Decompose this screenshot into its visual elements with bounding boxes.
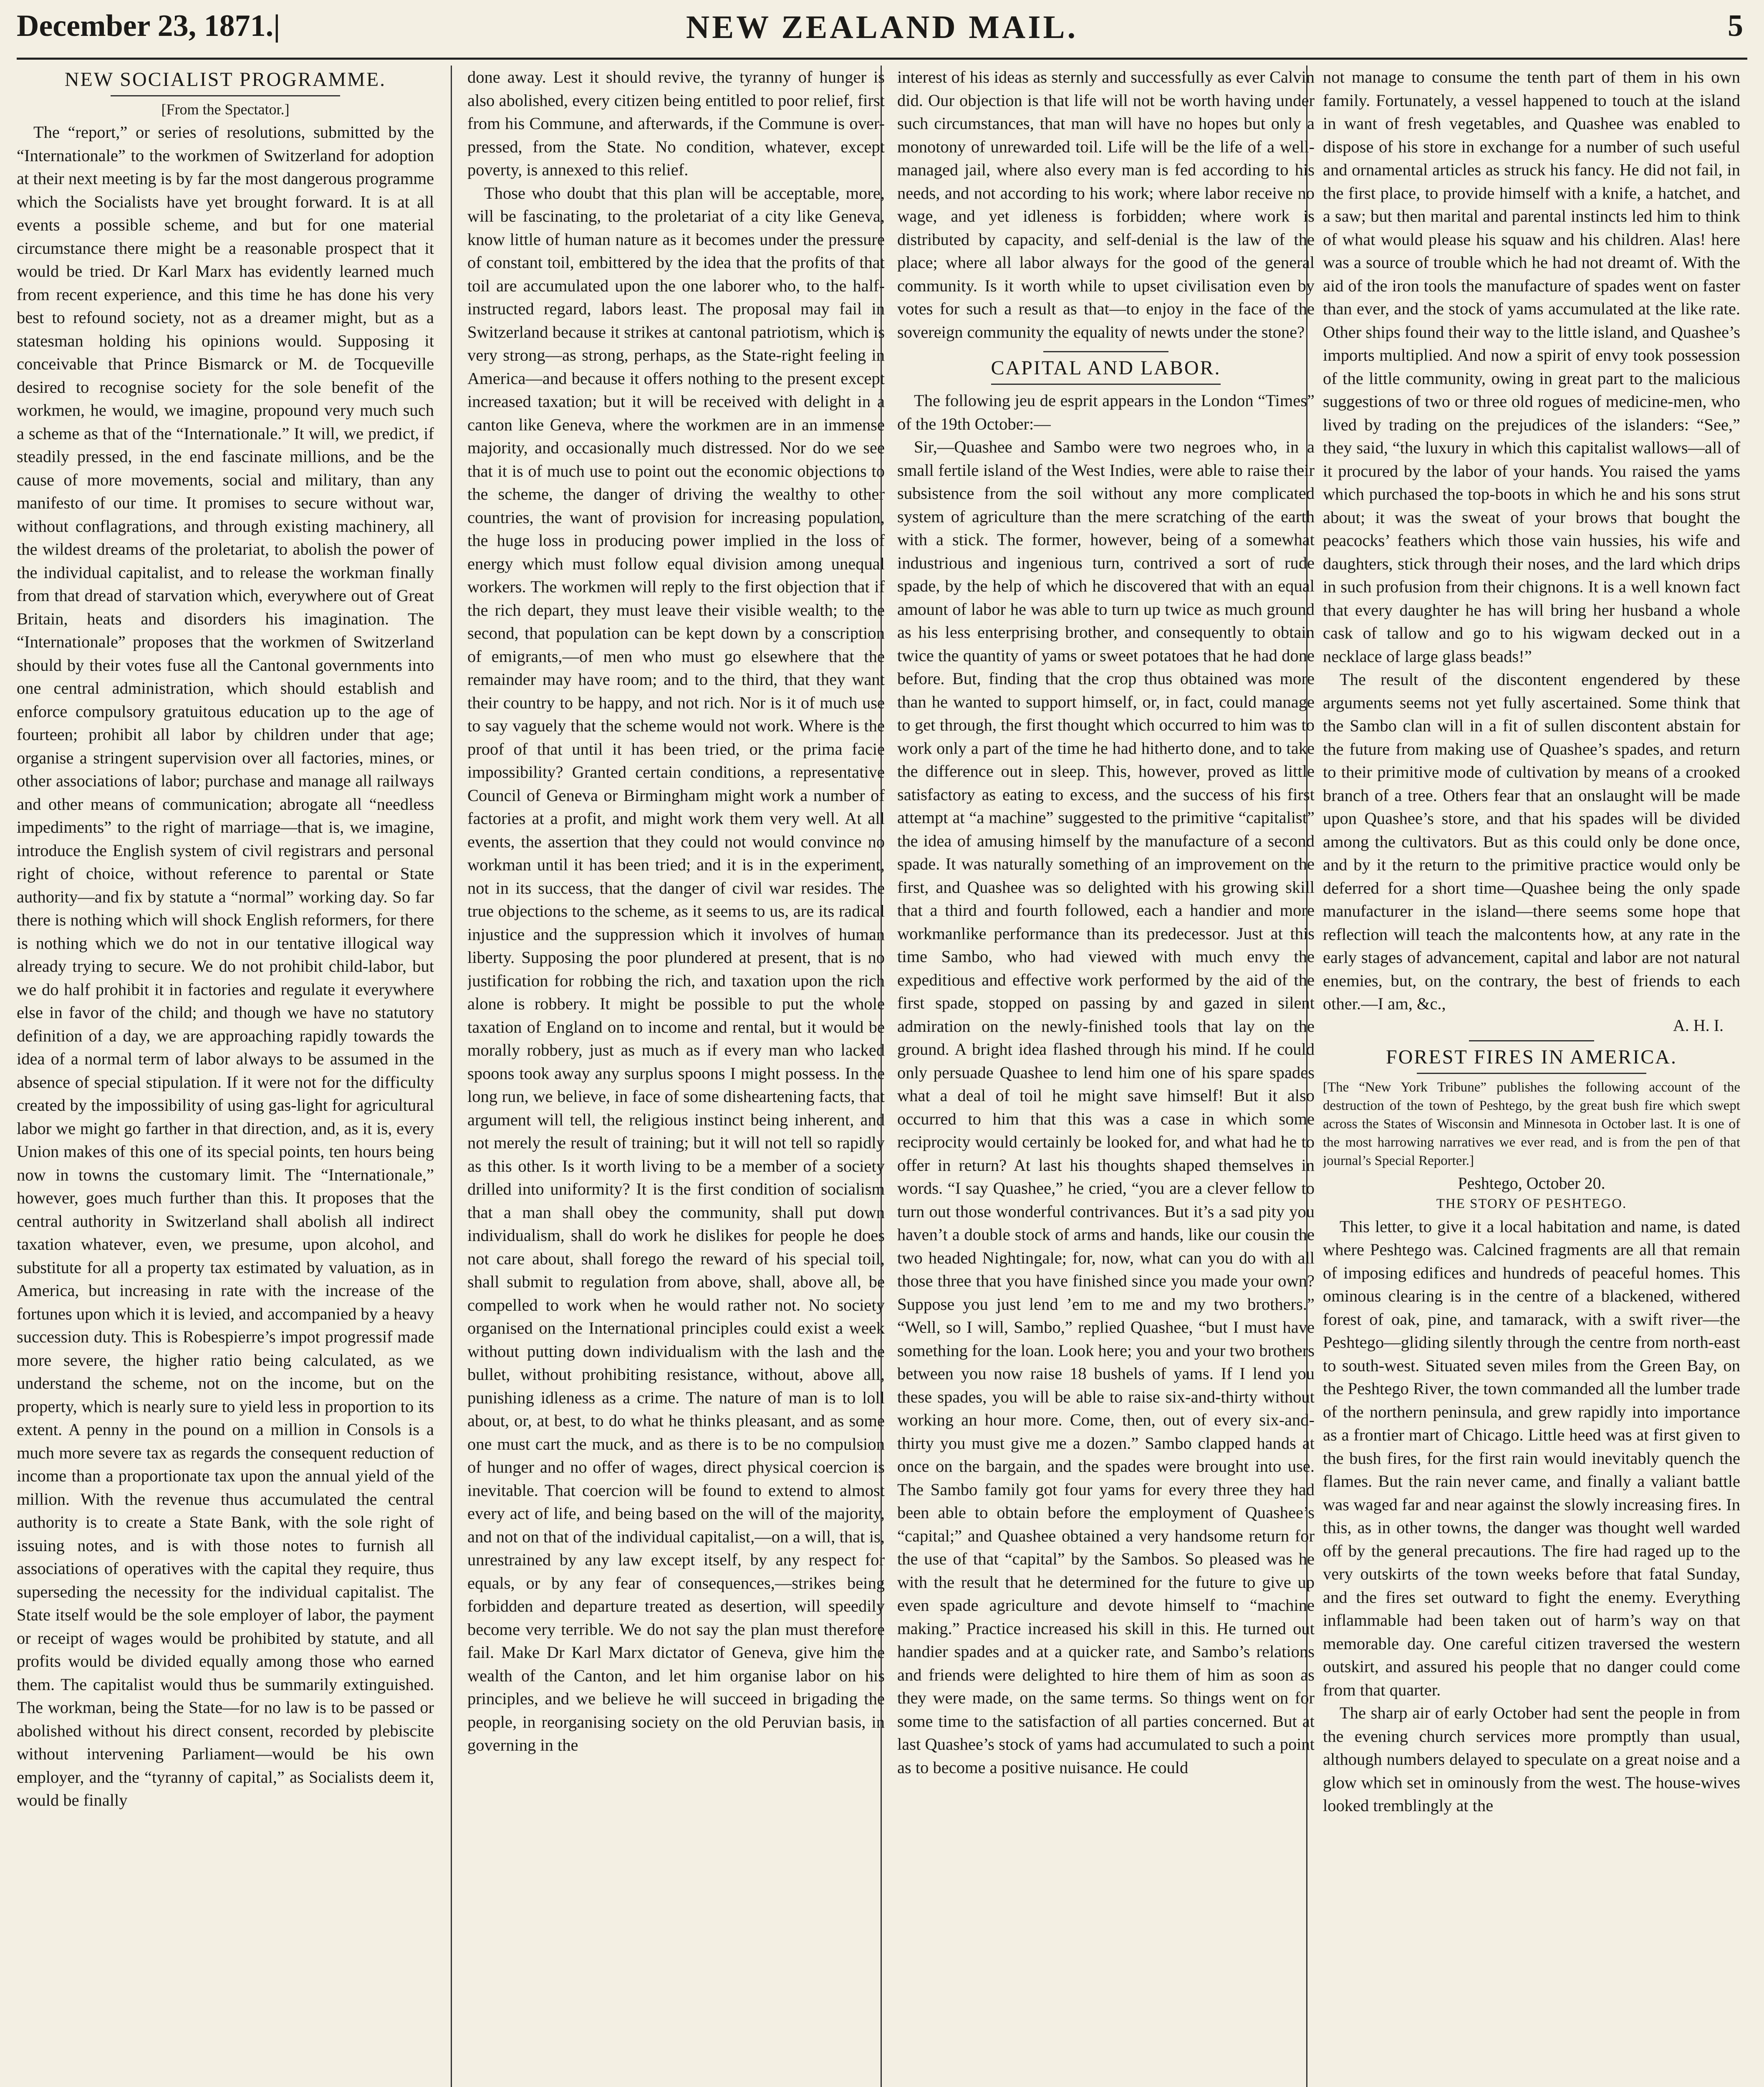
- column-1: [17, 66, 434, 2087]
- masthead: [17, 8, 1747, 60]
- headline-forest-fires: FOREST FIRES IN AMERICA.: [1386, 1046, 1677, 1068]
- article-intro: The following jeu de esprit appears in the London “Times” of the 19th October:—: [897, 391, 1315, 433]
- headline-rule: [991, 384, 1221, 385]
- headline-capital-and-labor: CAPITAL AND LABOR.: [991, 357, 1221, 379]
- article-separator: [1043, 351, 1168, 352]
- article-body-paragraph: Those who doubt that this plan will be acceptable, more, will be fascinating, to the proletariat of a city like Geneva, know little of human nature as it becomes under the pressure of constant toil, embittered by the idea that the profits of that toil are accumulated upon the one laborer who, to the half-instructed regard, labors least. The proposal may fail in Switzerland because it strikes at cantonal patriotism, which is very strong—as strong, perhaps, as the State-right feeling in America—and because it offers nothing to the present except increased taxation; but it will be received with delight in a canton like Geneva, where the workmen are in an immense majority, and occasionally much distressed. Nor do we see that it is of much use to point out the economic objections to the scheme, the danger of driving the wealthy to other countries, the want of provision for increasing population, the huge loss in producing power implied in the loss of energy which must follow equal division among unequal workers. The workmen will reply to the first objection that if the rich depart, they must leave their visible wealth; to the second, that population can be kept down by a conscription of emigrants,—of men who must go elsewhere that the remainder may have room; and to the third, that they want their country to be happy, and not rich. Nor is it of much use to say vaguely that the scheme would not work. Where is the proof of that until it has been tried, or the prima facie impossibility? Granted certain conditions, a representative Council of Geneva or Birmingham might work a number of factories at a profit, and might work them very well. At all events, the assertion that they could not would convince no workman until it has been tried; and it is in the experiment, not in its success, that the danger of civil war resides. The true objections to the scheme, as it seems to us, are its radical injustice and the suppression which it involves of human liberty. Supposing the poor plundered at present, that is no justification for robbing the rich, and taxation upon the rich alone is robbery. It might be possible to put the whole taxation of England on to income and rental, but it would be morally robbery, just as much as if every man who lacked spoons took away any surplus spoons I might possess. In the long run, we believe, in face of some disheartening facts, that argument will tell, the religious instinct being inherent, and not merely the result of training; but it will not tell so rapidly as this other. Is it worth living to be a member of a society drilled into uniformity? It is the first condition of socialism that a man shall obey the community, shall put down individualism, shall do work he dislikes for people he does not care about, shall forego the reward of his special toil, shall submit to regulation from above, shall, above all, be compelled to work when he would rather not. No society organised on the International principles could exist a week without putting down individualism with the lash and the bullet, without prohibiting resistance, without, above all, punishing idleness as a crime. The nature of man is to loll about, or, at best, to do what he thinks pleasant, and as some one must cart the muck, and as there is to be no compulsion of hunger and no offer of wages, direct physical coercion is inevitable. That coercion will be found to extend to almost every act of life, and being based on the will of the majority, and not on that of the individual capitalist,—on a will, that is, unrestrained by any law except itself, by any respect for equals, or by any fear of consequences,—strikes being forbidden and departure treated as desertion, will speedily become very terrible. We do not say the plan must therefore fail. Make Dr Karl Marx dictator of Geneva, give him the wealth of the Canton, and let him organise labor on his principles, and we believe he will succeed in brigading the people, in reorganising society on the old Peruvian basis, in governing in the: [467, 183, 885, 1754]
- article-body-paragraph: This letter, to give it a local habitation and name, is dated where Peshtego was. Calcined fragments are all that remain of imposing edifices and hundreds of peaceful homes. This ominous clearing is in the centre of a blackened, withered forest of oak, pine, and tamarack, with a swift river—the Peshtego—gliding silently through the centre from north-east to south-west. Situated seven miles from the Green Bay, on the Peshtego River, the town commanded all the lumber trade of the northern peninsula, and grew rapidly into importance as a frontier mart of Chicago. Little heed was at first given to the bush fires, for the first rain would inevitably quench the flames. But the rain never came, and finally a valiant battle was waged far and near against the slowly increasing fires. In this, as in other towns, the danger was thought well warded off by the general precautions. The fire had raged up to the very outskirts of the town weeks before that fatal Sunday, and the fires set outward to fight the enemy. Everything inflammable had been taken out of harm’s way on that memorable day. One careful citizen traversed the western outskirt, and assured his people that no danger could come from that quarter.: [1323, 1217, 1740, 1699]
- article-source: [From the Spectator.]: [161, 101, 290, 118]
- column-4: [1323, 66, 1740, 2087]
- article-separator: [1469, 1040, 1594, 1041]
- article-intro: [The “New York Tribune” publishes the following account of the destruction of the town of Peshtego, by the great bush fire which swept across the States of Wisconsin and Minnesota in October last. It is one of the most harrowing narratives we ever read, and is from the pen of that journal’s Special Reporter.]: [1323, 1079, 1740, 1168]
- article-body-paragraph: not manage to consume the tenth part of them in his own family. Fortunately, a vessel happened to touch at the island in want of fresh vegetables, and Quashee was enabled to dispose of his store in exchange for a number of such useful and ornamental articles as struck his fancy. He did not fail, in the first place, to provide himself with a knife, a hatchet, and a saw; but then marital and parental instincts led him to think of what would please his squaw and his children. Alas! here was a source of trouble which he had not dreamt of. With the aid of the iron tools the manufacture of spades went on faster than ever, and the stock of yams accumulated at the like rate. Other ships found their way to the little island, and Quashee’s imports multiplied. And now a spirit of envy took possession of the little community, owing in great part to the malicious suggestions of two or three old rogues of medicine-men, who lived by trading on the prejudices of the islanders: “See,” they said, “the luxury in which this capitalist wallows—all of it procured by the labor of your hands. You raised the yams which purchased the top-boots in which he and his sons strut about; it was the sweat of your brows that bought the peacocks’ feathers which those vain hussies, his wife and daughters, stick through their noses, and the lard which drips in such profusion from their chignons. It is a well known fact that every daughter he has will bring her husband a whole cask of tallow and go to his wigwam decked out in a necklace of large glass beads!”: [1323, 68, 1740, 666]
- column-rule: [451, 66, 452, 2087]
- issue-date: December 23, 1871.|: [17, 9, 280, 43]
- newspaper-title: NEW ZEALAND MAIL.: [686, 9, 1078, 45]
- column-2: [467, 66, 885, 2087]
- article-body-paragraph: The result of the discontent engendered by these arguments seems not yet fully ascertained. Some think that the Sambo clan will in a fit of sullen discontent abstain for the future from making use of Quashee’s spades, and return to their primitive mode of cultivation by means of a crooked branch of a tree. Others fear that an onslaught will be made upon Quashee’s store, and that his spades will be divided among the cultivators. But as this could only be done once, and by it the return to the primitive practice would only be deferred for a short time—Quashee being the only spade manufacturer in the island—there seems some hope that reflection will teach the malcontents how, at any rate in the early stages of advancement, capital and labor are not natural enemies, but, on the contrary, the best of friends to each other.—I am, &c.,: [1323, 670, 1740, 1013]
- article-body-paragraph: Sir,—Quashee and Sambo were two negroes who, in a small fertile island of the West Indies, were able to raise their subsistence from the soil without any more complicated system of agriculture than the mere scratching of the earth with a stick. The former, however, being of a somewhat industrious and ingenious turn, contrived a sort of rude spade, by the help of which he discovered that with an equal amount of labor he was able to turn up twice as much ground as his less enterprising brother, and consequently to obtain twice the quantity of yams or sweet potatoes that he had done before. But, finding that the crop thus obtained was more than he wanted to support himself, or, in fact, could manage to get through, the first thought which occurred to him was to work only a part of the time he had hitherto done, and to take the difference out in sleep. This, however, proved as little satisfactory as eating to excess, and the success of his first attempt at “a machine” suggested to the primitive “capitalist” the idea of amusing himself by the manufacture of a second spade. It was naturally something of an improvement on the first, and Quashee was so delighted with his growing skill that a third and fourth followed, each a handier and more workmanlike performance than its predecessor. Just at this time Sambo, who had viewed with much envy the expeditious and effective work performed by the aid of the first spade, stopped on passing by and gazed in silent admiration on the newly-finished tools that lay on the ground. A bright idea flashed through his mind. If he could only persuade Quashee to lend him one of his spare spades what a deal of toil he might save himself! But it also occurred to him that this was a case in which some reciprocity would certainly be looked for, and what had he to offer in return? At last his thoughts shaped themselves in words. “I say Quashee,” he cried, “you are a clever fellow to turn out those wonderful contrivances. But it’s a sad pity you haven’t a double stock of arms and hands, like our cousin the two headed Nightingale; for, now, what can you do with all those three that you have finished since you made your own? Suppose you just lend ’em to me and my two brothers.” “Well, so I will, Sambo,” replied Quashee, “but I must have something for the loan. Look here; you and your two brothers between you now raise 18 bushels of yams. If I lend you these spades, you will be able to raise six-and-thirty without working an hour more. Come, then, out of every six-and-thirty you must give me a dozen.” Sambo clapped hands at once on the bargain, and the spades were brought into use. The Sambo family got four yams for every three they had been able to obtain before the employment of Quashee’s “capital;” and Quashee obtained a very handsome return for the use of that “capital” by the Sambos. So pleased was he with the result that he determined for the future to give up even spade agriculture and devote himself to “machine making.” Practice increased his skill in this. He turned out handier spades and at a quicker rate, and Sambo’s relations and friends were delighted to hire them of him as soon as they were made, on the same terms. So things went on for some time to the satisfaction of all parties concerned. But at last Quashee’s stock of yams had accumulated to such a point as to become a positive nuisance. He could: [897, 437, 1315, 1777]
- article-body-paragraph: done away. Lest it should revive, the tyranny of hunger is also abolished, every citizen being entitled to poor relief, first from his Commune, and afterwards, if the Commune is over-pressed, from the State. No condition, whatever, except poverty, is annexed to this relief.: [467, 68, 885, 179]
- article-columns: [17, 66, 1747, 2087]
- page-number: 5: [1728, 9, 1743, 43]
- article-body-paragraph: interest of his ideas as sternly and successfully as ever Calvin did. Our objection is that life will not be worth having under such circumstances, that man will have no hopes but only a monotony of unrewarded toil. Life will be the life of a well-managed jail, where also every man is fed according to his needs, and not according to his work; where labor receive no wage, and yet idleness is forbidden; where work is distributed by capacity, and self-denial is the law of the place; where all labor always for the good of the general community. Is it worth while to upset civilisation even by votes for such a result as that—to enjoy in the face of the sovereign community the equality of newts under the stone?: [897, 68, 1315, 341]
- dateline: Peshtego, October 20.: [1458, 1173, 1605, 1193]
- letter-signature: A. H. I.: [1673, 1016, 1724, 1035]
- headline-socialist-programme: NEW SOCIALIST PROGRAMME.: [64, 68, 386, 91]
- subheading: THE STORY OF PESHTEGO.: [1436, 1196, 1627, 1211]
- column-3: [897, 66, 1315, 2087]
- headline-rule: [1417, 1073, 1646, 1074]
- headline-rule: [111, 95, 340, 96]
- article-body-paragraph: The “report,” or series of resolutions, submitted by the “Internationale” to the workmen of Switzerland for adoption at their next meeting is by far the most dangerous programme which the Socialists have yet brought forward. It is at all events a possible scheme, and but for one material circumstance there might be a reasonable prospect that it would be tried. Dr Karl Marx has evidently learned much from recent experience, and this time he has done his very best to refound society, not as a dreamer might, but as a statesman holding his opinions would. Supposing it conceivable that Prince Bismarck or M. de Tocqueville desired to recognise society for the sole benefit of the workmen, he would, we imagine, propound very much such a scheme as that of the “Internationale.” It will, we predict, if steadily pressed, in the end fascinate millions, and be the cause of more movements, social and military, than any manifesto of our time. It promises to secure without war, without conflagrations, and through existing machinery, all the wildest dreams of the proletariat, to abolish the power of the individual capitalist, and to release the workman finally from that dread of starvation which, everywhere out of Great Britain, heats and disorders his imagination. The “Internationale” proposes that the workmen of Switzerland should by their votes fuse all the Cantonal governments into one central administration, which should establish and enforce compulsory gratuitous education up to the age of fourteen; prohibit all labor by children under that age; organise a stringent supervision over all factories, mines, or other associations of labor; purchase and manage all railways and other means of communication; abrogate all “needless impediments” to the right of marriage—that is, we imagine, introduce the English system of civil registrars and personal right of choice, without reference to parental or State authority—and fix by statute a “normal” working day. So far there is nothing which will shock English reformers, for there is nothing which we do not in our tentative illogical way already trying to secure. We do not prohibit child-labor, but we do half prohibit it in factories and regulate it everywhere else in favor of the child; and though we have no statutory definition of a day, we are approaching rapidly towards the idea of a normal term of labor always to be assumed in the absence of special stipulation. If it were not for the difficulty created by the impossibility of using gas-light for agricultural labor we might go farther in that direction, and, as it is, every Union makes of this one of its special points, ten hours being now in towns the customary limit. The “Internationale,” however, goes much further than this. It proposes that the central authority in Switzerland shall abolish all indirect taxation whatever, even, we presume, upon alcohol, and substitute for all a property tax estimated by valuation, as in America, but increasing in rate with the increase of the fortunes upon which it is levied, and accompanied by a heavy succession duty. This is Robespierre’s impot progressif made more severe, the higher ratio being calculated, as we understand the scheme, not on the income, but on the property, which is nearly sure to yield less in proportion to its extent. A penny in the pound on a million in Consols is a much more severe tax as regards the consequent reduction of income than a proportionate tax upon the annual yield of the million. With the revenue thus accumulated the central authority is to create a State Bank, with the sole right of issuing notes, and is with those notes to furnish all associations of operatives with the capital they require, thus superseding the necessity for the individual capitalist. The State itself would be the sole employer of labor, the payment or receipt of wages would be prohibited by statute, and all profits would be divided equally among those who earned them. The capitalist would thus be summarily extinguished. The workman, being the State—for no law is to be passed or abolished without his direct consent, recorded by plebiscite without intervening Parliament—would be his own employer, and the “tyranny of capital,” as Socialists deem it, would be finally: [17, 123, 434, 1809]
- article-body-paragraph: The sharp air of early October had sent the people in from the evening church services more promptly than usual, although numbers delayed to speculate on a great noise and a glow which set in ominously from the west. The house-wives looked tremblingly at the: [1323, 1703, 1740, 1815]
